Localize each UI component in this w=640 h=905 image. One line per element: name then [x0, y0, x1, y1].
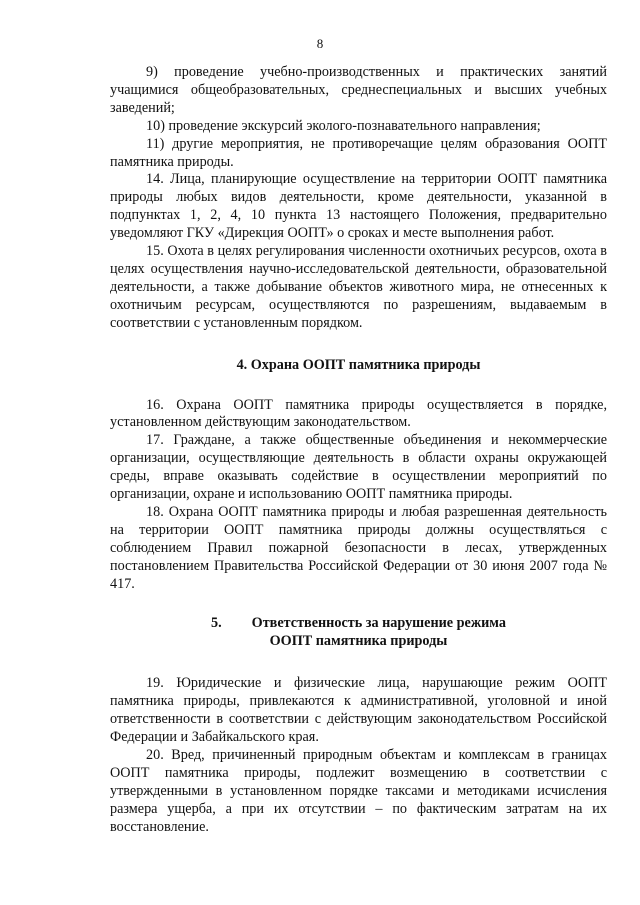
paragraph-18: 18. Охрана ООПТ памятника природы и любая разрешенная деятельность на территории ООПТ памятника природы должны осуществляться с соблюдением Правил пожарной безопасности в лесах, утвержденных постановлением Правительства Российской Федерации от 30 июня 2007 года № 417.: [110, 503, 607, 592]
paragraph-item-11: 11) другие мероприятия, не противоречащие целям образования ООПТ памятника природы.: [110, 135, 607, 170]
page-number: 8: [316, 36, 324, 51]
section-5-title-line-1: Ответственность за нарушение режима: [251, 615, 506, 632]
paragraph-15: 15. Охота в целях регулирования численности охотничьих ресурсов, охота в целях осуществления научно-исследовательской деятельности, образовательной деятельности, а также добывание объектов животного мира, не отнесенных к охотничьим ресурсам, осуществляются по разрешениям, выдаваемым в соответствии с установленным порядком.: [110, 243, 607, 331]
paragraph-17: 17. Граждане, а также общественные объединения и некоммерческие организации, осуществляющие деятельность в области охраны окружающей среды, вправе оказывать содействие в осуществлении мероприятий по организации, охране и использованию ООПТ памятника природы.: [110, 432, 607, 503]
paragraph-20: 20. Вред, причиненный природным объектам и комплексам в границах ООПТ памятника природы, подлежит возмещению в соответствии с утвержденными в установленном порядке таксами и методиками исчисления размера ущерба, а при их отсутствии – по фактическим затратам на их восстановление.: [110, 746, 607, 835]
section-5-number: 5.: [211, 615, 222, 632]
paragraph-19: 19. Юридические и физические лица, нарушающие режим ООПТ памятника природы, привлекаются к административной, уголовной и иной ответственности в соответствии с действующим законодательством Российской Федерации и Забайкальского края.: [110, 675, 607, 745]
section-4-heading: 4. Охрана ООПТ памятника природы: [236, 356, 481, 373]
paragraph-item-10: 10) проведение экскурсий эколого-познавательного направления;: [146, 117, 541, 134]
section-5-title-line-2: ООПТ памятника природы: [269, 633, 448, 650]
document-body: [110, 64, 607, 836]
paragraph-14: 14. Лица, планирующие осуществление на территории ООПТ памятника природы любых видов деятельности, кроме деятельности, указанной в подпунктах 1, 2, 4, 10 пункта 13 настоящего Положения, предварительно уведомляют ГКУ «Дирекция ООПТ» о сроках и месте выполнения работ.: [110, 171, 607, 242]
paragraph-16: 16. Охрана ООПТ памятника природы осуществляется в порядке, установленном действующим законодательством.: [110, 396, 607, 431]
section-5-heading: [110, 615, 607, 651]
paragraph-item-9: 9) проведение учебно-производственных и практических занятий учащимися общеобразовательных, среднеспециальных и высших учебных заведений;: [110, 64, 607, 116]
section-5-heading-line-1: [110, 615, 607, 633]
